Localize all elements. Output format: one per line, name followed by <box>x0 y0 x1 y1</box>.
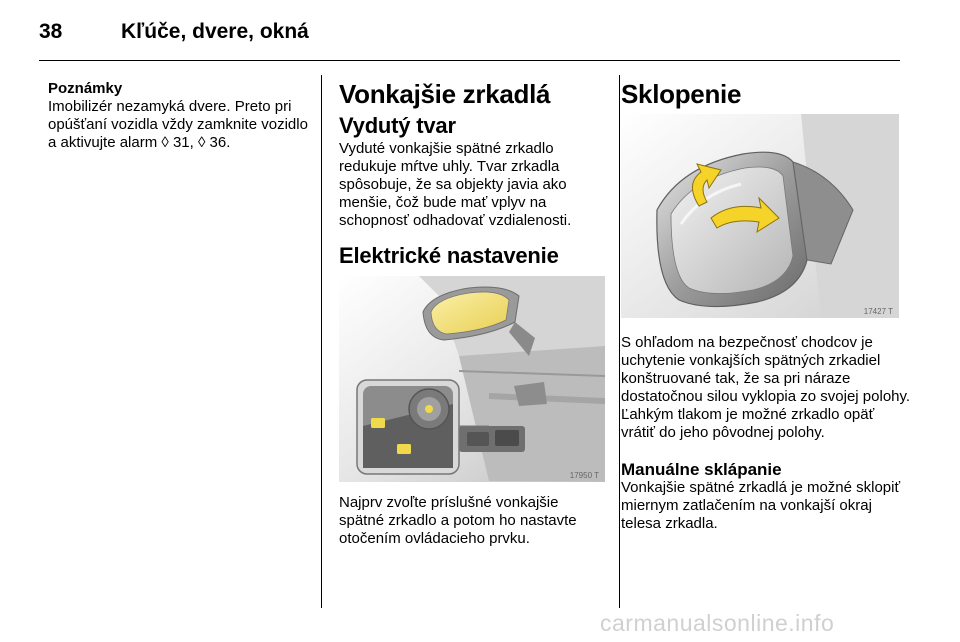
column-notes <box>48 80 310 152</box>
column-mirrors <box>339 80 605 548</box>
section-heading-mirrors: Vonkajšie zrkadlá <box>339 79 551 109</box>
text-folding: S ohľadom na bezpečnosť chodcov je uchytenie vonkajších spätných zrkadiel konštruované tak, že sa pri náraze dostatočnou silou vyklopia zo svojej polohy. Ľahkým tlakom je možné zrkadlo opäť vrátiť do jeho pôvodnej polohy. <box>621 334 911 441</box>
subheading-electric: Elektrické nastavenie <box>339 243 559 268</box>
note-title: Poznámky <box>48 80 123 97</box>
note-text: Imobilizér nezamyká dvere. Preto pri opúšťaní vozidla vždy zamknite vozidlo a aktivujte alarm ◊ 31, ◊ 36. <box>48 98 308 151</box>
page-header-title: Kľúče, dvere, okná <box>121 20 309 43</box>
mirror-fold-illustration <box>621 114 899 318</box>
column-divider-2 <box>619 75 620 608</box>
page-number: 38 <box>39 20 63 43</box>
text-convex: Vyduté vonkajšie spätné zrkadlo redukuje mŕtve uhly. Tvar zrkadla spôsobuje, že sa objekty javia ako menšie, čož bude mať vplyv na schopnosť odhadovať vzdialenosti. <box>339 140 572 229</box>
mirror-adjust-illustration <box>339 276 605 482</box>
subheading-convex: Vydutý tvar <box>339 113 456 138</box>
column-folding <box>621 80 911 533</box>
subheading-manual-folding: Manuálne sklápanie <box>621 460 782 479</box>
watermark: carmanualsonline.info <box>600 610 835 636</box>
figure-code: 17950 T <box>569 471 599 480</box>
section-heading-folding: Sklopenie <box>621 79 742 109</box>
header-rule <box>39 60 900 61</box>
column-divider-1 <box>321 75 322 608</box>
text-manual-folding: Vonkajšie spätné zrkadlá je možné sklopiť miernym zatlačením na vonkajší okraj telesa zrkadla. <box>621 479 901 532</box>
text-electric: Najprv zvoľte príslušné vonkajšie spätné zrkadlo a potom ho nastavte otočením ovládacieho prvku. <box>339 494 577 547</box>
figure-code: 17427 T <box>863 307 893 316</box>
